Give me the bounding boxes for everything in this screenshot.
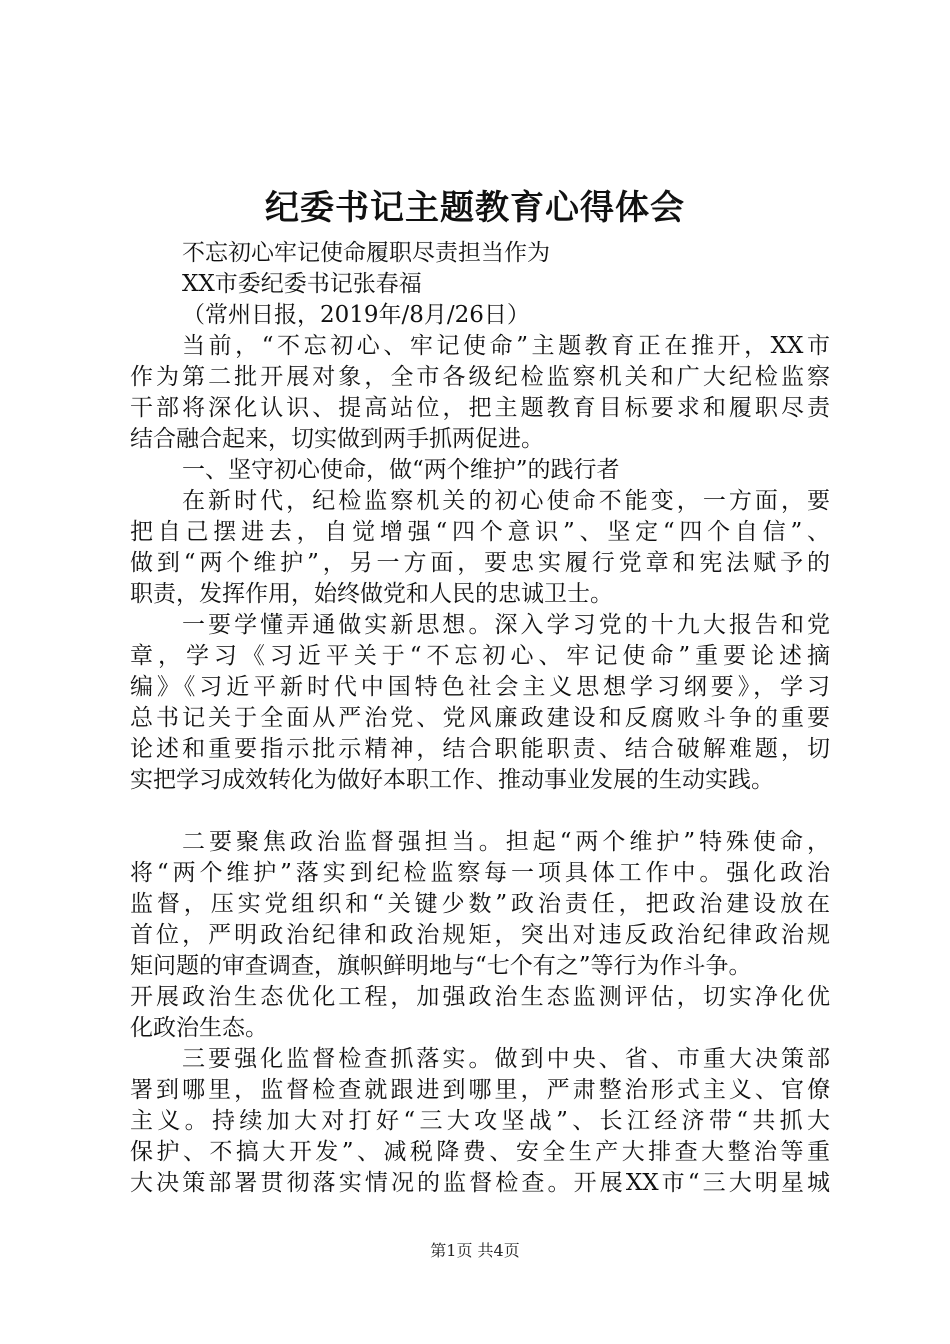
paragraph-line: 论述和重要指示批示精神，结合职能职责、结合破解难题，切 bbox=[130, 736, 830, 762]
paragraph-line: 把自己摆进去，自觉增强“四个意识”、坚定“四个自信”、 bbox=[130, 519, 830, 545]
paragraph-line: 编》《习近平新时代中国特色社会主义思想学习纲要》，学习 bbox=[130, 674, 830, 700]
paragraph-line: 一要学懂弄通做实新思想。深入学习党的十九大报告和党 bbox=[182, 612, 830, 638]
paragraph-line: 署到哪里，监督检查就跟进到哪里，严肃整治形式主义、官僚 bbox=[130, 1077, 830, 1103]
paragraph-line: 化政治生态。 bbox=[130, 1015, 268, 1041]
document-body bbox=[130, 238, 830, 1199]
section-heading: 一、坚守初心使命，做“两个维护”的践行者 bbox=[182, 457, 620, 483]
paragraph-line: 当前，“不忘初心、牢记使命”主题教育正在推开，XX市 bbox=[182, 333, 830, 359]
paragraph-line: 实把学习成效转化为做好本职工作、推动事业发展的生动实践。 bbox=[130, 767, 774, 793]
subtitle-line: 不忘初心牢记使命履职尽责担当作为 bbox=[182, 240, 550, 266]
paragraph-line: 矩问题的审查调查，旗帜鲜明地与“七个有之”等行为作斗争。 bbox=[130, 953, 752, 979]
paragraph-line: 监督，压实党组织和“关键少数”政治责任，把政治建设放在 bbox=[130, 891, 830, 917]
paragraph-line: 将“两个维护”落实到纪检监察每一项具体工作中。强化政治 bbox=[130, 860, 830, 886]
paragraph-line: 总书记关于全面从严治党、党风廉政建设和反腐败斗争的重要 bbox=[130, 705, 830, 731]
page-footer: 第1页 共4页 bbox=[430, 1241, 520, 1260]
paragraph-gap bbox=[130, 796, 830, 827]
paragraph-line: 章，学习《习近平关于“不忘初心、牢记使命”重要论述摘 bbox=[130, 643, 830, 669]
paragraph-line: 作为第二批开展对象，全市各级纪检监察机关和广大纪检监察 bbox=[130, 364, 830, 390]
paragraph-line: 大决策部署贯彻落实情况的监督检查。开展XX市“三大明星城 bbox=[130, 1170, 830, 1196]
author-line: XX市委纪委书记张春福 bbox=[182, 271, 422, 297]
paragraph-line: 开展政治生态优化工程，加强政治生态监测评估，切实净化优 bbox=[130, 984, 830, 1010]
paragraph-line: 做到“两个维护”，另一方面，要忠实履行党章和宪法赋予的 bbox=[130, 550, 830, 576]
paragraph-line: 三要强化监督检查抓落实。做到中央、省、市重大决策部 bbox=[182, 1046, 830, 1072]
source-line: （常州日报，2019年/8月/26日） bbox=[182, 302, 530, 328]
paragraph-line: 职责，发挥作用，始终做党和人民的忠诚卫士。 bbox=[130, 581, 613, 607]
document-title: 纪委书记主题教育心得体会 bbox=[265, 188, 685, 228]
paragraph-line: 干部将深化认识、提高站位，把主题教育目标要求和履职尽责 bbox=[130, 395, 830, 421]
paragraph-line: 主义。持续加大对打好“三大攻坚战”、长江经济带“共抓大 bbox=[130, 1108, 830, 1134]
paragraph-line: 首位，严明政治纪律和政治规矩，突出对违反政治纪律政治规 bbox=[130, 922, 830, 948]
paragraph-line: 保护、不搞大开发”、减税降费、安全生产大排查大整治等重 bbox=[130, 1139, 830, 1165]
paragraph-line: 结合融合起来，切实做到两手抓两促进。 bbox=[130, 426, 544, 452]
paragraph-line: 二要聚焦政治监督强担当。担起“两个维护”特殊使命， bbox=[182, 829, 830, 855]
paragraph-line: 在新时代，纪检监察机关的初心使命不能变，一方面，要 bbox=[182, 488, 830, 514]
